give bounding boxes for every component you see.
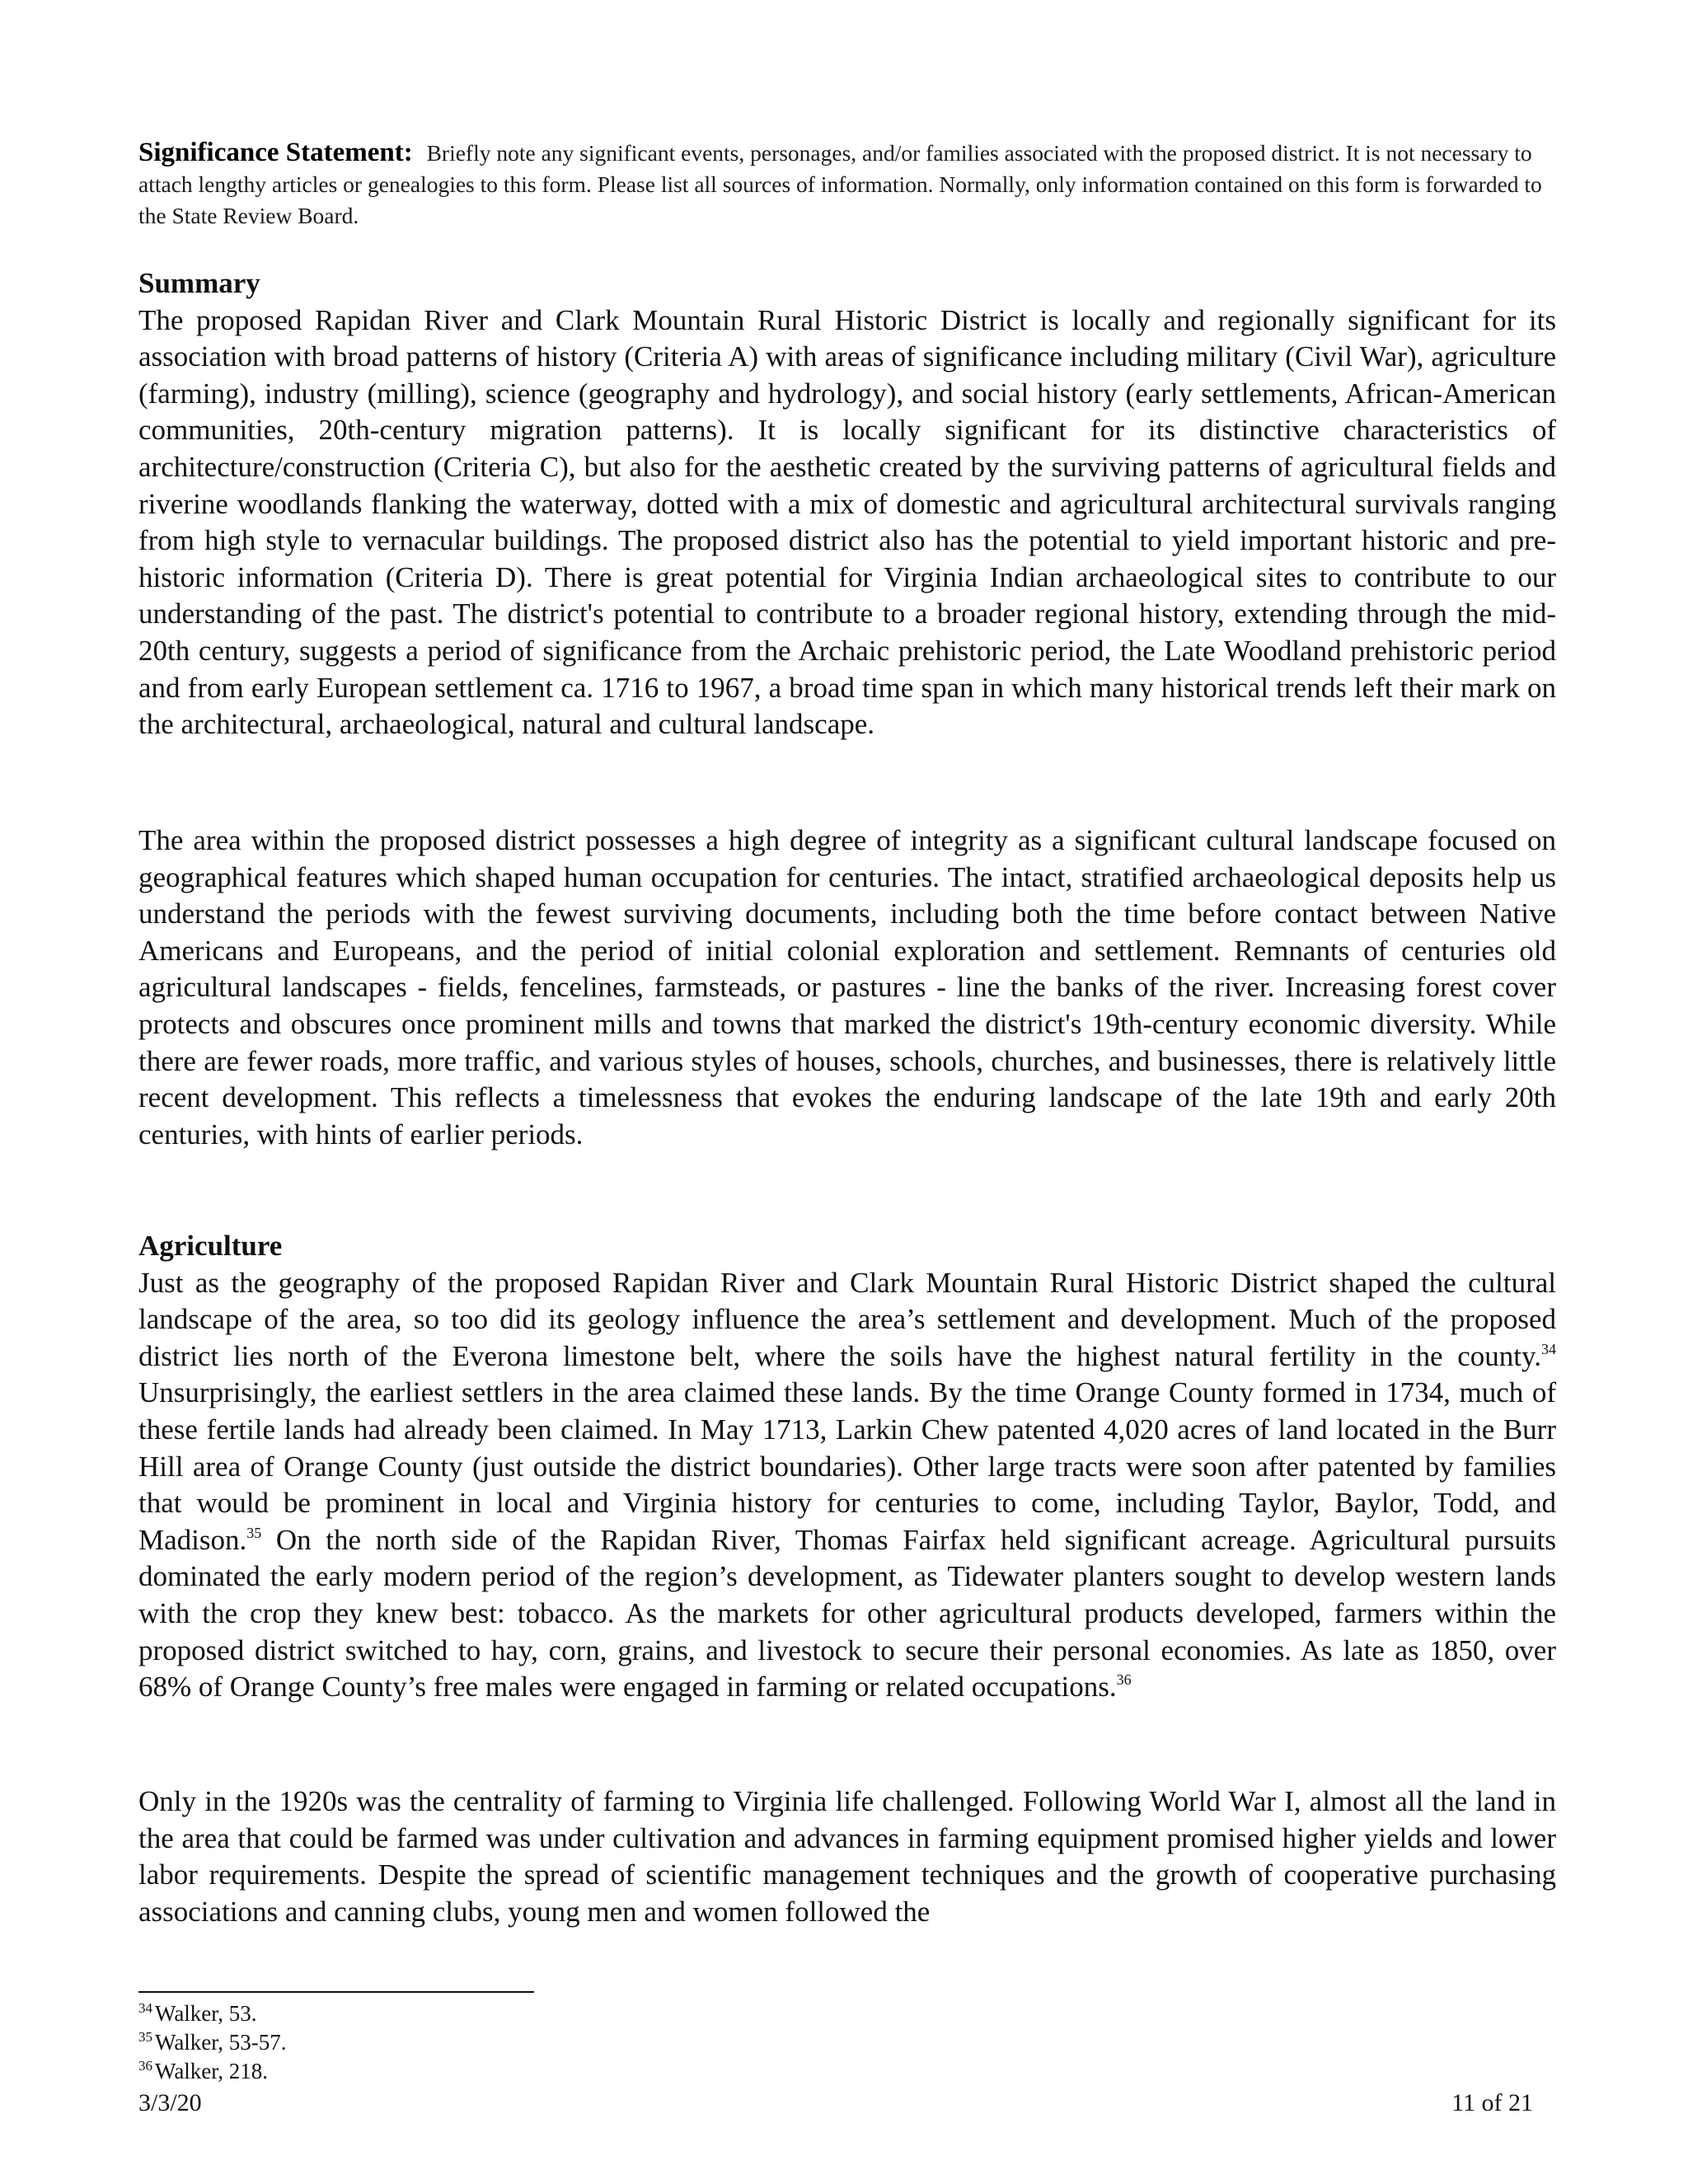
significance-statement-title: Significance Statement: <box>138 138 413 167</box>
footnote-number: 36 <box>138 2058 152 2074</box>
agriculture-paragraph <box>138 1265 1556 1706</box>
significance-statement-text: Briefly note any significant events, personages, and/or families associated with the proposed district. It is not necessary to attach lengthy articles or genealogies to this form. Please list all sources of information. Normally, only information contained on this form is forwarded to the State Review Board. <box>138 140 1542 228</box>
integrity-section <box>138 823 1556 1153</box>
page-number: 11 of 21 <box>1451 2089 1533 2116</box>
significance-statement-instructions <box>138 137 1550 232</box>
footnote-item <box>138 2028 286 2057</box>
footnote-ref-35[interactable]: 35 <box>246 1524 262 1541</box>
footnote-ref-34[interactable]: 34 <box>1541 1340 1556 1357</box>
footnote-number: 34 <box>138 2000 152 2016</box>
agriculture-section <box>138 1228 1556 1706</box>
footnote-item <box>138 1999 286 2028</box>
footnote-ref-36[interactable]: 36 <box>1116 1671 1132 1689</box>
agriculture-text-part-2: Unsurprisingly, the earliest settlers in the area claimed these lands. By the time Orange County formed in 1734, much of these fertile lands had already been claimed. In May 1713, Larkin Chew patented 4,020 acres of land located in the Burr Hill area of Orange County (just outside the district boundaries). Other large tracts were soon after patented by families that would be prominent in local and Virginia history for centuries to come, including Taylor, Baylor, Todd, and Madison. <box>138 1376 1556 1556</box>
integrity-paragraph: The area within the proposed district possesses a high degree of integrity as a significant cultural landscape focused on geographical features which shaped human occupation for centuries. The intact, stratified archaeological deposits help us understand the periods with the fewest surviving documents, including both the time before contact between Native Americans and Europeans, and the period of initial colonial exploration and settlement. Remnants of centuries old agricultural landscapes - fields, fencelines, farmsteads, or pastures - line the banks of the river. Increasing forest cover protects and obscures once prominent mills and towns that marked the district's 19th-century economic diversity. While there are fewer roads, more traffic, and various styles of houses, schools, churches, and businesses, there is relatively little recent development. This reflects a timelessness that evokes the enduring landscape of the late 19th and early 20th centuries, with hints of earlier periods. <box>138 824 1556 1151</box>
agriculture-text-part-3: On the north side of the Rapidan River, Thomas Fairfax held significant acreage. Agricultural pursuits dominated the early modern period of the region’s development, as Tidewater planters sought to develop western lands with the crop they knew best: tobacco. As the markets for other agricultural products developed, farmers within the proposed district switched to hay, corn, grains, and livestock to secure their personal economies. As late as 1850, over 68% of Orange County’s free males were engaged in farming or related occupations. <box>138 1523 1556 1704</box>
agriculture-heading: Agriculture <box>138 1230 283 1262</box>
footnote-item <box>138 2057 286 2086</box>
twenties-paragraph: Only in the 1920s was the centrality of farming to Virginia life challenged. Following World War I, almost all the land in the area that could be farmed was under cultivation and advances in farming equipment promised higher yields and lower labor requirements. Despite the spread of scientific management techniques and the growth of cooperative purchasing associations and canning clubs, young men and women followed the <box>138 1785 1556 1928</box>
footnote-number: 35 <box>138 2029 152 2045</box>
twenties-section <box>138 1783 1556 1930</box>
summary-section <box>138 265 1556 743</box>
summary-heading: Summary <box>138 267 260 299</box>
footnotes <box>138 1999 286 2086</box>
summary-paragraph: The proposed Rapidan River and Clark Mountain Rural Historic District is locally and regionally significant for its association with broad patterns of history (Criteria A) with areas of significance including military (Civil War), agriculture (farming), industry (milling), science (geography and hydrology), and social history (early settlements, African-American communities, 20th-century migration patterns). It is locally significant for its distinctive characteristics of architecture/construction (Criteria C), but also for the aesthetic created by the surviving patterns of agricultural fields and riverine woodlands flanking the waterway, dotted with a mix of domestic and agricultural architectural survivals ranging from high style to vernacular buildings. The proposed district also has the potential to yield important historic and pre-historic information (Criteria D). There is great potential for Virginia Indian archaeological sites to contribute to our understanding of the past. The district's potential to contribute to a broader regional history, extending through the mid-20th century, suggests a period of significance from the Archaic prehistoric period, the Late Woodland prehistoric period and from early European settlement ca. 1716 to 1967, a broad time span in which many historical trends left their mark on the architectural, archaeological, natural and cultural landscape. <box>138 303 1556 741</box>
agriculture-text-part-1: Just as the geography of the proposed Rapidan River and Clark Mountain Rural Historic District shaped the cultural landscape of the area, so too did its geology influence the area’s settlement and development. Much of the proposed district lies north of the Everona limestone belt, where the soils have the highest natural fertility in the county. <box>138 1266 1556 1372</box>
footnote-text: Walker, 53. <box>155 2001 257 2026</box>
footnote-divider <box>138 1991 534 1993</box>
footer-date: 3/3/20 <box>138 2089 202 2116</box>
footnote-text: Walker, 53-57. <box>155 2030 287 2055</box>
footnote-text: Walker, 218. <box>155 2059 268 2083</box>
